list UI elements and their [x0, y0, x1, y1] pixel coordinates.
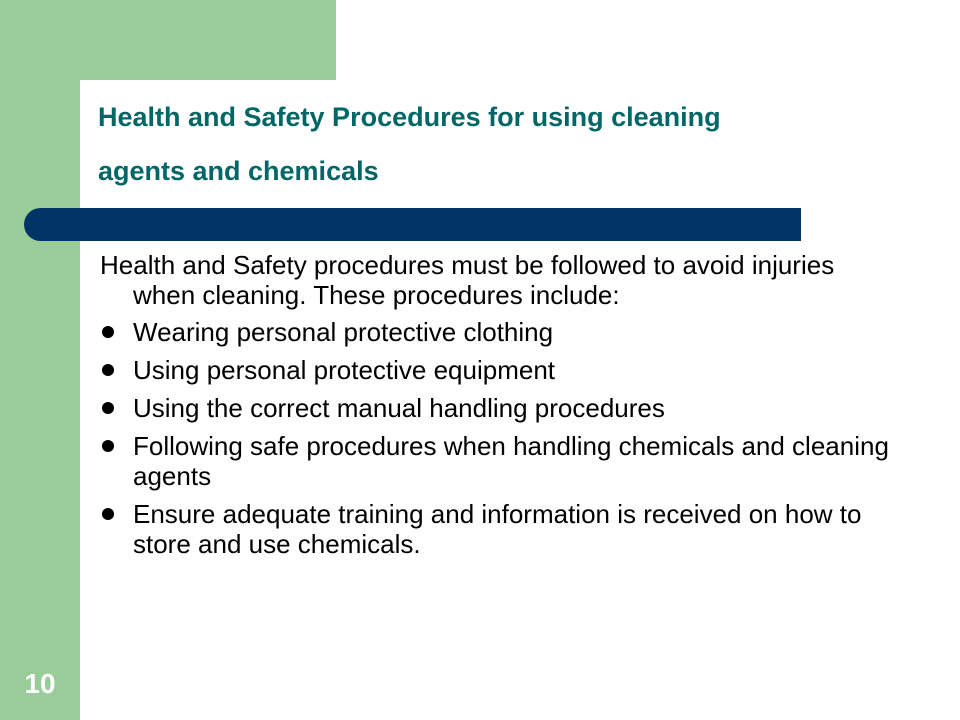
list-item — [100, 499, 900, 559]
bullet-list — [100, 317, 900, 559]
bullet-text: Wearing personal protective clothing — [133, 317, 554, 347]
bullet-text: Using personal protective equipment — [133, 355, 556, 385]
bullet-text: Using the correct manual handling procedures — [133, 393, 665, 423]
slide-body — [100, 250, 900, 567]
green-sidebar — [0, 0, 80, 720]
slide-title — [98, 90, 858, 198]
title-divider-bar — [24, 208, 801, 241]
list-item — [100, 393, 900, 423]
slide-title-line-1: Health and Safety Procedures for using cleaning — [98, 102, 721, 132]
bullet-icon — [102, 402, 114, 414]
bullet-text: Following safe procedures when handling chemicals and cleaning agents — [133, 431, 889, 491]
bullet-icon — [102, 508, 114, 520]
list-item — [100, 317, 900, 347]
intro-paragraph: Health and Safety procedures must be followed to avoid injuries when cleaning. These procedures include: — [100, 250, 835, 310]
green-header-block — [80, 0, 336, 80]
slide-title-line-2: agents and chemicals — [98, 156, 379, 186]
list-item — [100, 355, 900, 385]
slide-number: 10 — [24, 668, 56, 699]
bullet-icon — [102, 326, 114, 338]
bullet-icon — [102, 364, 114, 376]
bullet-icon — [102, 440, 114, 452]
bullet-text: Ensure adequate training and information is received on how to store and use chemicals. — [133, 499, 862, 559]
list-item — [100, 431, 900, 491]
